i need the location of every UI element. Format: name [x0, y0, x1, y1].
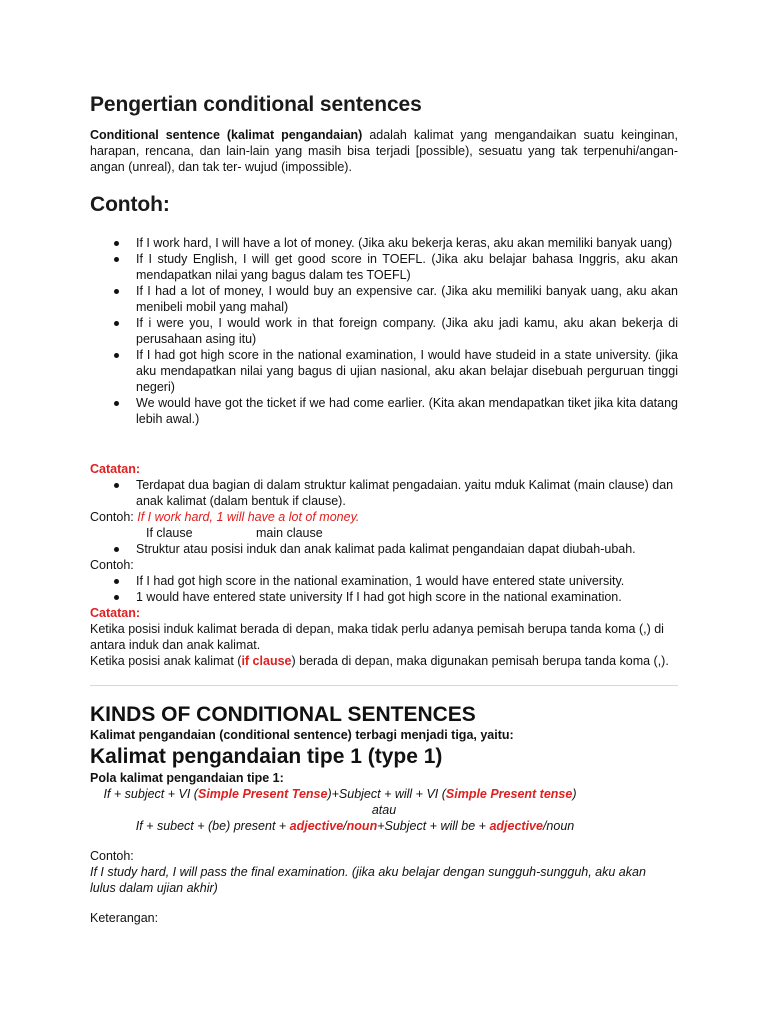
intro-paragraph — [90, 127, 678, 175]
formula-2: If + subect + (be) present + adjective/noun+Subject + will be + adjective/noun — [135, 819, 575, 833]
contoh-heading-block — [90, 192, 678, 218]
type1-contoh-label: Contoh: — [90, 849, 134, 863]
catatan-section — [90, 461, 678, 605]
if-clause-example: If I work hard — [137, 510, 210, 524]
examples-list — [90, 235, 678, 427]
catatan2-section — [90, 605, 678, 669]
list-item: If i were you, I would work in that foreign company. (Jika aku jadi kamu, aku akan bekerja di perusahaan asing itu) — [90, 315, 678, 347]
list-item: 1 would have entered state university If I had got high score in the national examination. — [90, 589, 678, 605]
kinds-heading: KINDS OF CONDITIONAL SENTENCES — [90, 703, 476, 726]
if-clause-label: If clause — [146, 526, 193, 540]
page-title: Pengertian conditional sentences — [90, 93, 422, 116]
pola-label: Pola kalimat pengandaian tipe 1: — [90, 771, 284, 785]
catatan-list — [90, 477, 678, 509]
catatan-label: Catatan: — [90, 462, 141, 476]
list-item: If I had got high score in the national examination, 1 would have entered state university. — [90, 573, 678, 589]
section-divider — [90, 685, 678, 686]
keterangan-label: Keterangan: — [90, 911, 159, 925]
main-clause-example: 1 will have a lot of money. — [216, 510, 360, 524]
list-item: Terdapat dua bagian di dalam struktur kalimat pengadaian. yaitu mduk Kalimat (main clause) dan anak kalimat (dalam bentuk if clause). — [90, 477, 678, 509]
contoh2-list — [90, 573, 678, 605]
catatan2-line2: Ketika posisi anak kalimat (if clause) berada di depan, maka digunakan pemisah berupa tanda koma (,). — [90, 654, 669, 668]
intro-text: adalah kalimat yang mengandaikan suatu keinginan, harapan, rencana, dan lain-lain yang masih bisa terjadi [possible), sesuatu yang tak terpenuhi/angan-angan (unreal), dan tak ter- wujud (impossible). — [90, 128, 678, 174]
contoh-line: Contoh: If I work hard, 1 will have a lot of money. — [90, 510, 360, 524]
bullet-icon — [114, 401, 119, 406]
list-item: If I study English, I will get good score in TOEFL. (Jika aku belajar bahasa Inggris, aku akan mendapatkan nilai yang bagus dalam tes TOEFL) — [90, 251, 678, 283]
bullet-icon — [114, 289, 119, 294]
list-item: Struktur atau posisi induk dan anak kalimat pada kalimat pengandaian dapat diubah-ubah. — [90, 541, 678, 557]
bullet-icon — [114, 579, 119, 584]
type1-contoh-text: If I study hard, I will pass the final examination. (jika aku belajar dengan sungguh-sungguh, aku akan lulus dalam ujian akhir) — [90, 865, 646, 895]
formula-1: If + subject + VI (Simple Present Tense)+Subject + will + VI (Simple Present tense) — [103, 787, 577, 801]
examples-list-block — [90, 235, 678, 427]
type1-heading: Kalimat pengandaian tipe 1 (type 1) — [90, 745, 443, 768]
intro-term: Conditional sentence (kalimat pengandaian) — [90, 128, 363, 142]
kinds-subtitle: Kalimat pengandaian (conditional sentence) terbagi menjadi tiga, yaitu: — [90, 728, 514, 742]
list-item: We would have got the ticket if we had come earlier. (Kita akan mendapatkan tiket jika kita datang lebih awal.) — [90, 395, 678, 427]
bullet-icon — [114, 483, 119, 488]
bullet-icon — [114, 547, 119, 552]
list-item: If I had got high score in the national examination, I would have studeid in a state university. (jika aku mendapatkan nilai yang bagus di ujian nasional, aku akan belajar disebuah perguruan tinggi negeri) — [90, 347, 678, 395]
if-clause-term: if clause — [241, 654, 292, 668]
catatan2-label: Catatan: — [90, 606, 141, 620]
atau-line: atau — [371, 803, 397, 817]
contoh2-label: Contoh: — [90, 558, 134, 572]
bullet-icon — [114, 353, 119, 358]
catatan-list-2 — [90, 541, 678, 557]
bullet-icon — [114, 595, 119, 600]
main-clause-label: main clause — [256, 526, 323, 540]
kinds-section — [90, 703, 678, 743]
catatan2-line1: Ketika posisi induk kalimat berada di depan, maka tidak perlu adanya pemisah berupa tanda koma (,) di antara induk dan anak kalimat. — [90, 622, 664, 652]
page-title-block — [90, 92, 678, 118]
contoh-heading: Contoh: — [90, 193, 170, 216]
list-item: If I work hard, I will have a lot of money. (Jika aku bekerja keras, aku akan memiliki banyak uang) — [90, 235, 678, 251]
clause-labels — [90, 525, 678, 541]
contoh-prefix: Contoh: — [90, 510, 138, 524]
type1-contoh — [90, 848, 678, 896]
bullet-icon — [114, 321, 119, 326]
bullet-icon — [114, 257, 119, 262]
type1-section — [90, 744, 678, 834]
keterangan-block — [90, 910, 678, 926]
bullet-icon — [114, 241, 119, 246]
list-item: If I had a lot of money, I would buy an expensive car. (Jika aku memiliki banyak uang, aku akan menibeli mobil yang mahal) — [90, 283, 678, 315]
